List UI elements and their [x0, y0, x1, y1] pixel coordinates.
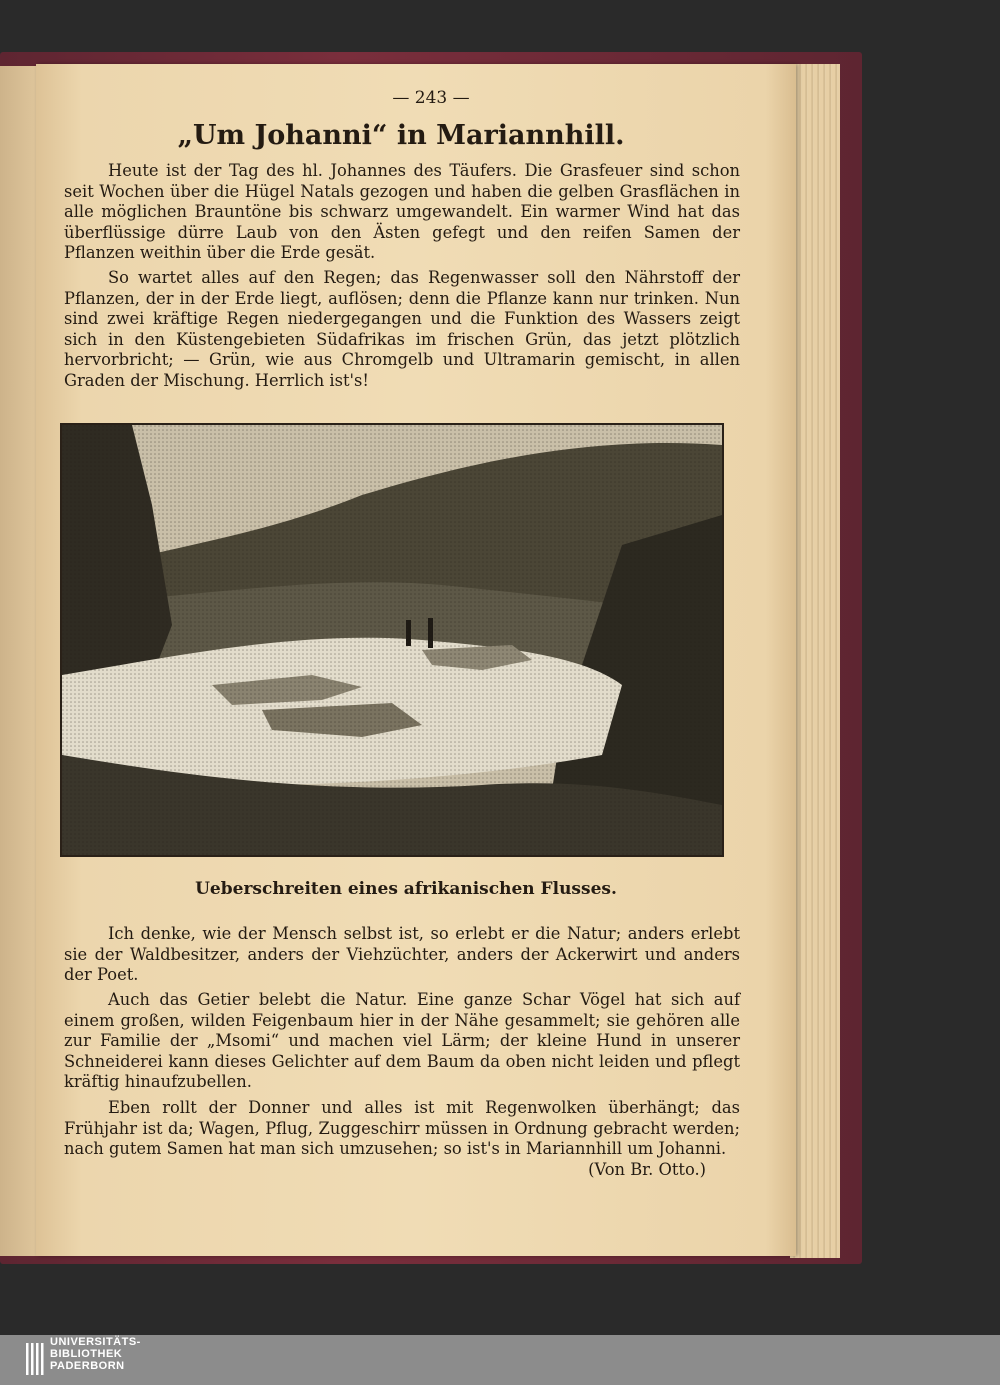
author-signature: (Von Br. Otto.): [588, 1160, 706, 1179]
logo-line-3: PADERBORN: [50, 1360, 125, 1372]
page-title: „Um Johanni“ in Mariannhill.: [177, 120, 625, 151]
page-number: — 243 —: [392, 88, 470, 108]
logo-line-1: UNIVERSITÄTS-: [50, 1336, 141, 1348]
book-page: [36, 64, 796, 1256]
paragraph-2: So wartet alles auf den Regen; das Regenwasser soll den Nährstoff der Pflanzen, der in der Erde liegt, auflösen; denn die Pflanze kann nur trinken. Nun sind zwei kräftige Regen niedergegangen und die Funktion des Wassers zeigt sich in den Küstengebieten Südafrikas im frischen Grün, das jetzt plötzlich hervorbricht; — Grün, wie aus Chromgelb und Ultramarin gemischt, in allen Graden der Mischung. Herrlich ist's!: [64, 268, 740, 390]
paragraph-1: Heute ist der Tag des hl. Johannes des Täufers. Die Grasfeuer sind schon seit Wochen über die Hügel Natals gezogen und haben die gelben Grasflächen in alle möglichen Brauntöne bis schwarz umgewandelt. Ein warmer Wind hat das überflüssige dürre Laub von den Ästen gefegt und den reifen Samen der Pflanzen weithin über die Erde gesät.: [64, 161, 740, 263]
river-crossing-photo: [60, 423, 724, 857]
library-logo-icon: [26, 1343, 44, 1375]
landscape-illustration: [62, 425, 722, 855]
library-footer: [0, 1335, 1000, 1385]
photo-caption: Ueberschreiten eines afrikanischen Flusses.: [195, 879, 617, 899]
page-edges: [790, 64, 840, 1258]
library-logo-text: [50, 1336, 141, 1372]
left-page-edge: [0, 66, 40, 1256]
logo-line-2: BIBLIOTHEK: [50, 1348, 123, 1360]
paragraph-5: Eben rollt der Donner und alles ist mit Regenwolken überhängt; das Frühjahr ist da; Wagen, Pflug, Zuggeschirr müssen in Ordnung gebracht werden; nach gutem Samen hat man sich umzusehen; so ist's in Mariannhill um Johanni.: [64, 1098, 740, 1159]
paragraph-4: Auch das Getier belebt die Natur. Eine ganze Schar Vögel hat sich auf einem großen, wilden Feigenbaum hier in der Nähe gesammelt; sie gehören alle zur Familie der „Msomi“ und machen viel Lärm; der kleine Hund in unserer Schneiderei kann dieses Gelichter auf dem Baum da oben nicht leiden und pflegt kräftig hinaufzubellen.: [64, 990, 740, 1092]
paragraph-3: Ich denke, wie der Mensch selbst ist, so erlebt er die Natur; anders erlebt sie der Waldbesitzer, anders der Viehzüchter, anders der Ackerwirt und anders der Poet.: [64, 924, 740, 985]
